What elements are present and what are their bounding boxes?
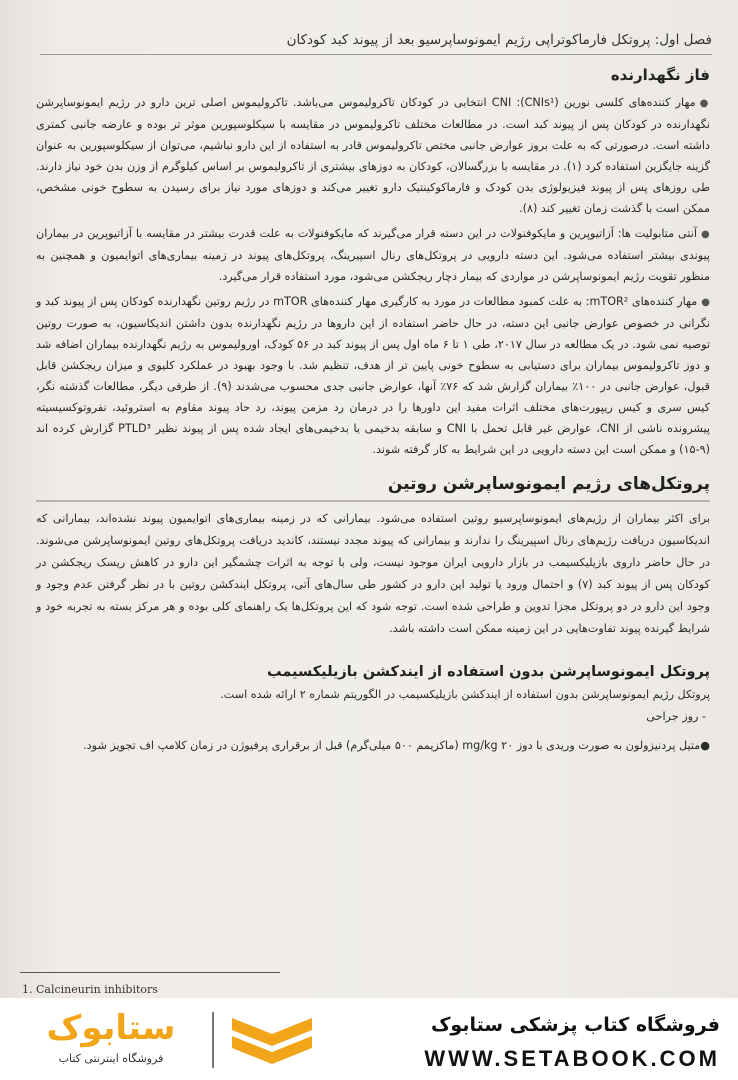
- bullet-mtor: [36, 291, 710, 460]
- bullet-methylprednisolone-text: متیل پردنیزولون به صورت وریدی با دوز ۲۰ mg/kg (ماکزیمم ۵۰۰ میلی‌گرم) قبل از برقراری پرفیوژن در زمان کلامپ اف تجویز شود.: [83, 739, 701, 752]
- store-name: فروشگاه کتاب پزشکی ستابوک: [430, 1014, 720, 1036]
- bullet-icon: ●: [701, 297, 710, 308]
- store-banner: [0, 998, 738, 1080]
- bullet-icon: ●: [700, 739, 710, 752]
- bullet-icon: ●: [700, 229, 710, 240]
- logo-wordmark: ستابوک: [46, 1008, 176, 1048]
- running-header: فصل اول: پروتکل فارماکوتراپی رژیم ایمونوساپرسیو بعد از پیوند کبد کودکان: [40, 32, 712, 55]
- bullet-antimetabolites: [36, 223, 710, 287]
- bullet-antimetabolites-text: آنتی متابولیت ها: آزاتیوپرین و مایکوفنولات در این دسته قرار می‌گیرند که مایکوفنولات به علت قدرت بیشتر در مقایسه با آزاتیوپرین در بیماران پیوندی بیشتر استفاده می‌شود. این دسته دارویی در پروتکل‌های رنال اسپیرینگ، پروتکل‌های پیوند در زمینه بیماری‌های اتوایمیون و همچنین به منظور تقویت رژیم ایمونوساپرشن در مواردی که بیمار دچار ریجکشن می‌شود، مورد استفاده قرار می‌گیرد.: [36, 227, 710, 283]
- footnote: 1. Calcineurin inhibitors: [22, 983, 158, 996]
- page-content: [36, 66, 710, 758]
- routine-protocols-heading: پروتکل‌های رژیم ایمونوساپرشن روتین: [36, 474, 710, 502]
- maintenance-phase-title: فاز نگهدارنده: [610, 66, 710, 84]
- footnote-divider: [20, 972, 280, 973]
- surgery-day-item: - روز جراحی: [646, 710, 706, 723]
- bullet-cni: [36, 92, 710, 219]
- logo-divider: [212, 1012, 214, 1068]
- routine-paragraph: برای اکثر بیماران از رژیم‌های ایمونوساپرسیو روتین استفاده می‌شود. بیمارانی که در زمینه بیماری‌های اتوایمیون پیوند نشده‌اند، بیمارانی که اندیکاسیون دریافت رژیم‌های رنال اسپیرینگ را ندارند و بیمارانی که پیوند مجدد نیستند، کاندید دریافت پروتکل‌های روتین ایمونوساپرشن می‌شوند. در حال حاضر داروی بازیلیکسیمب در بازار دارویی ایران موجود نیست، ولی با توجه به اثرات چشمگیر این دارو در کاهش ریسک ریجکشن در کودکان پس از پیوند کبد (۷) و احتمال ورود یا تولید این دارو در کشور طی سال‌های آتی، پروتکل ایندکشن روتین با در نظر گرفتن عدم وجود و وجود این دارو در دو پروتکل مجزا تدوین و طراحی شده است. توجه شود که این پروتکل‌ها یک راهنمای کلی بوده و هر مرکز بسته به تجربه خود و شرایط گیرنده پیوند تفاوت‌هایی در این زمینه ممکن است داشته باشد.: [36, 512, 710, 635]
- bullet-cni-text: مهار کننده‌های کلسی نورین (CNIs¹): CNI انتخابی در کودکان تاکرولیموس می‌باشد. تاکرولیموس اصلی ترین دارو در رژیم ایمونوساپرشن نگهدارنده در کودکان پس از پیوند کبد است. در مطالعات مختلف تاکرولیموس در مقایسه با سیکلوسپورین موثر تر بوده و عارضه جانبی کمتری داشته است. درصورتی که به علت بروز عوارض جانبی مختص تاکرولیموس قادر به استفاده از این دارو نباشیم، می‌توان از سیکلوسپورین به عنوان گزینه جایگزین استفاده کرد (۱). در مقایسه با بزرگسالان، کودکان به دوزهای بیشتری از تاکرولیموس بر اساس کیلوگرم از وزن بدن خود نیاز دارند. طی روزهای پس از پیوند فیزیولوژی بدن کودک و فارماکوکینتیک دارو تغییر می‌کند و دوزهای مورد نیاز برای رسیدن به سطوح خونی مشخص، ممکن است با گذشت زمان تغییر کند (۸).: [36, 96, 710, 215]
- book-chevron-icon: [224, 1010, 320, 1072]
- bullet-methylprednisolone: [36, 734, 710, 758]
- store-url-link[interactable]: WWW.SETABOOK.COM: [424, 1046, 720, 1071]
- protocol-subheading: پروتکل ایمونوساپرشن بدون استفاده از ایندکشن بازیلیکسیمب: [266, 664, 710, 680]
- bullet-icon: ●: [699, 98, 710, 109]
- protocol-intro: پروتکل رژیم ایمونوساپرشن بدون استفاده از ایندکشن بازیلیکسیمب در الگوریتم شماره ۲ ارائه شده است.: [220, 688, 710, 701]
- bullet-mtor-text: مهار کننده‌های mTOR²: به علت کمبود مطالعات در مورد به کارگیری مهار کننده‌های mTOR در رژیم روتین نگهدارنده کودکان پس از پیوند کبد و نگرانی در خصوص عوارض جانبی این دسته، در حال حاضر استفاده از این داروها در رژیم نگهدارنده بدون داشتن اندیکاسیون، به صورت روتین توصیه نمی شود. در یک مطالعه در سال ۲۰۱۷، طی ۱ تا ۶ ماه اول پس از پیوند کبد در ۵۶ کودک، اورولیموس به رژیم نگهدارنده بیماران اضافه شد و دوز تاکرولیموس بیماران برای دستیابی به سطوح خونی پایین تر از هدف، تنظیم شد. با وجود بهبود در عملکرد کلیوی و میزان ریجکشن قابل قبول، عوارض جانبی در ۱۰۰٪ بیماران گزارش شد که ۷۶٪ آنها، عوارض جانبی جدی محسوب می‌شدند (۹). از طرفی دیگر، مطالعات گذشته نگر، کیس سری و کیس ریپورت‌های مختلف اثرات مفید این داورها را در درمان رد مزمن پیوند، رد حاد پیوند مقاوم به استروئید، نفروتوکسیسیته پیشرونده ناشی از CNI، عوارض غیر قابل تحمل با CNI و سابقه بدخیمی یا بدخیمی‌های ایجاد شده پس از پیوند نظیر PTLD³ گزارش کرده اند (۹-۱۵) و ممکن است این دسته دارویی در این شرایط به کار گرفته شوند.: [36, 295, 710, 456]
- logo-tagline: فروشگاه اینترنتی کتاب: [58, 1052, 164, 1065]
- store-logo[interactable]: [26, 1008, 326, 1074]
